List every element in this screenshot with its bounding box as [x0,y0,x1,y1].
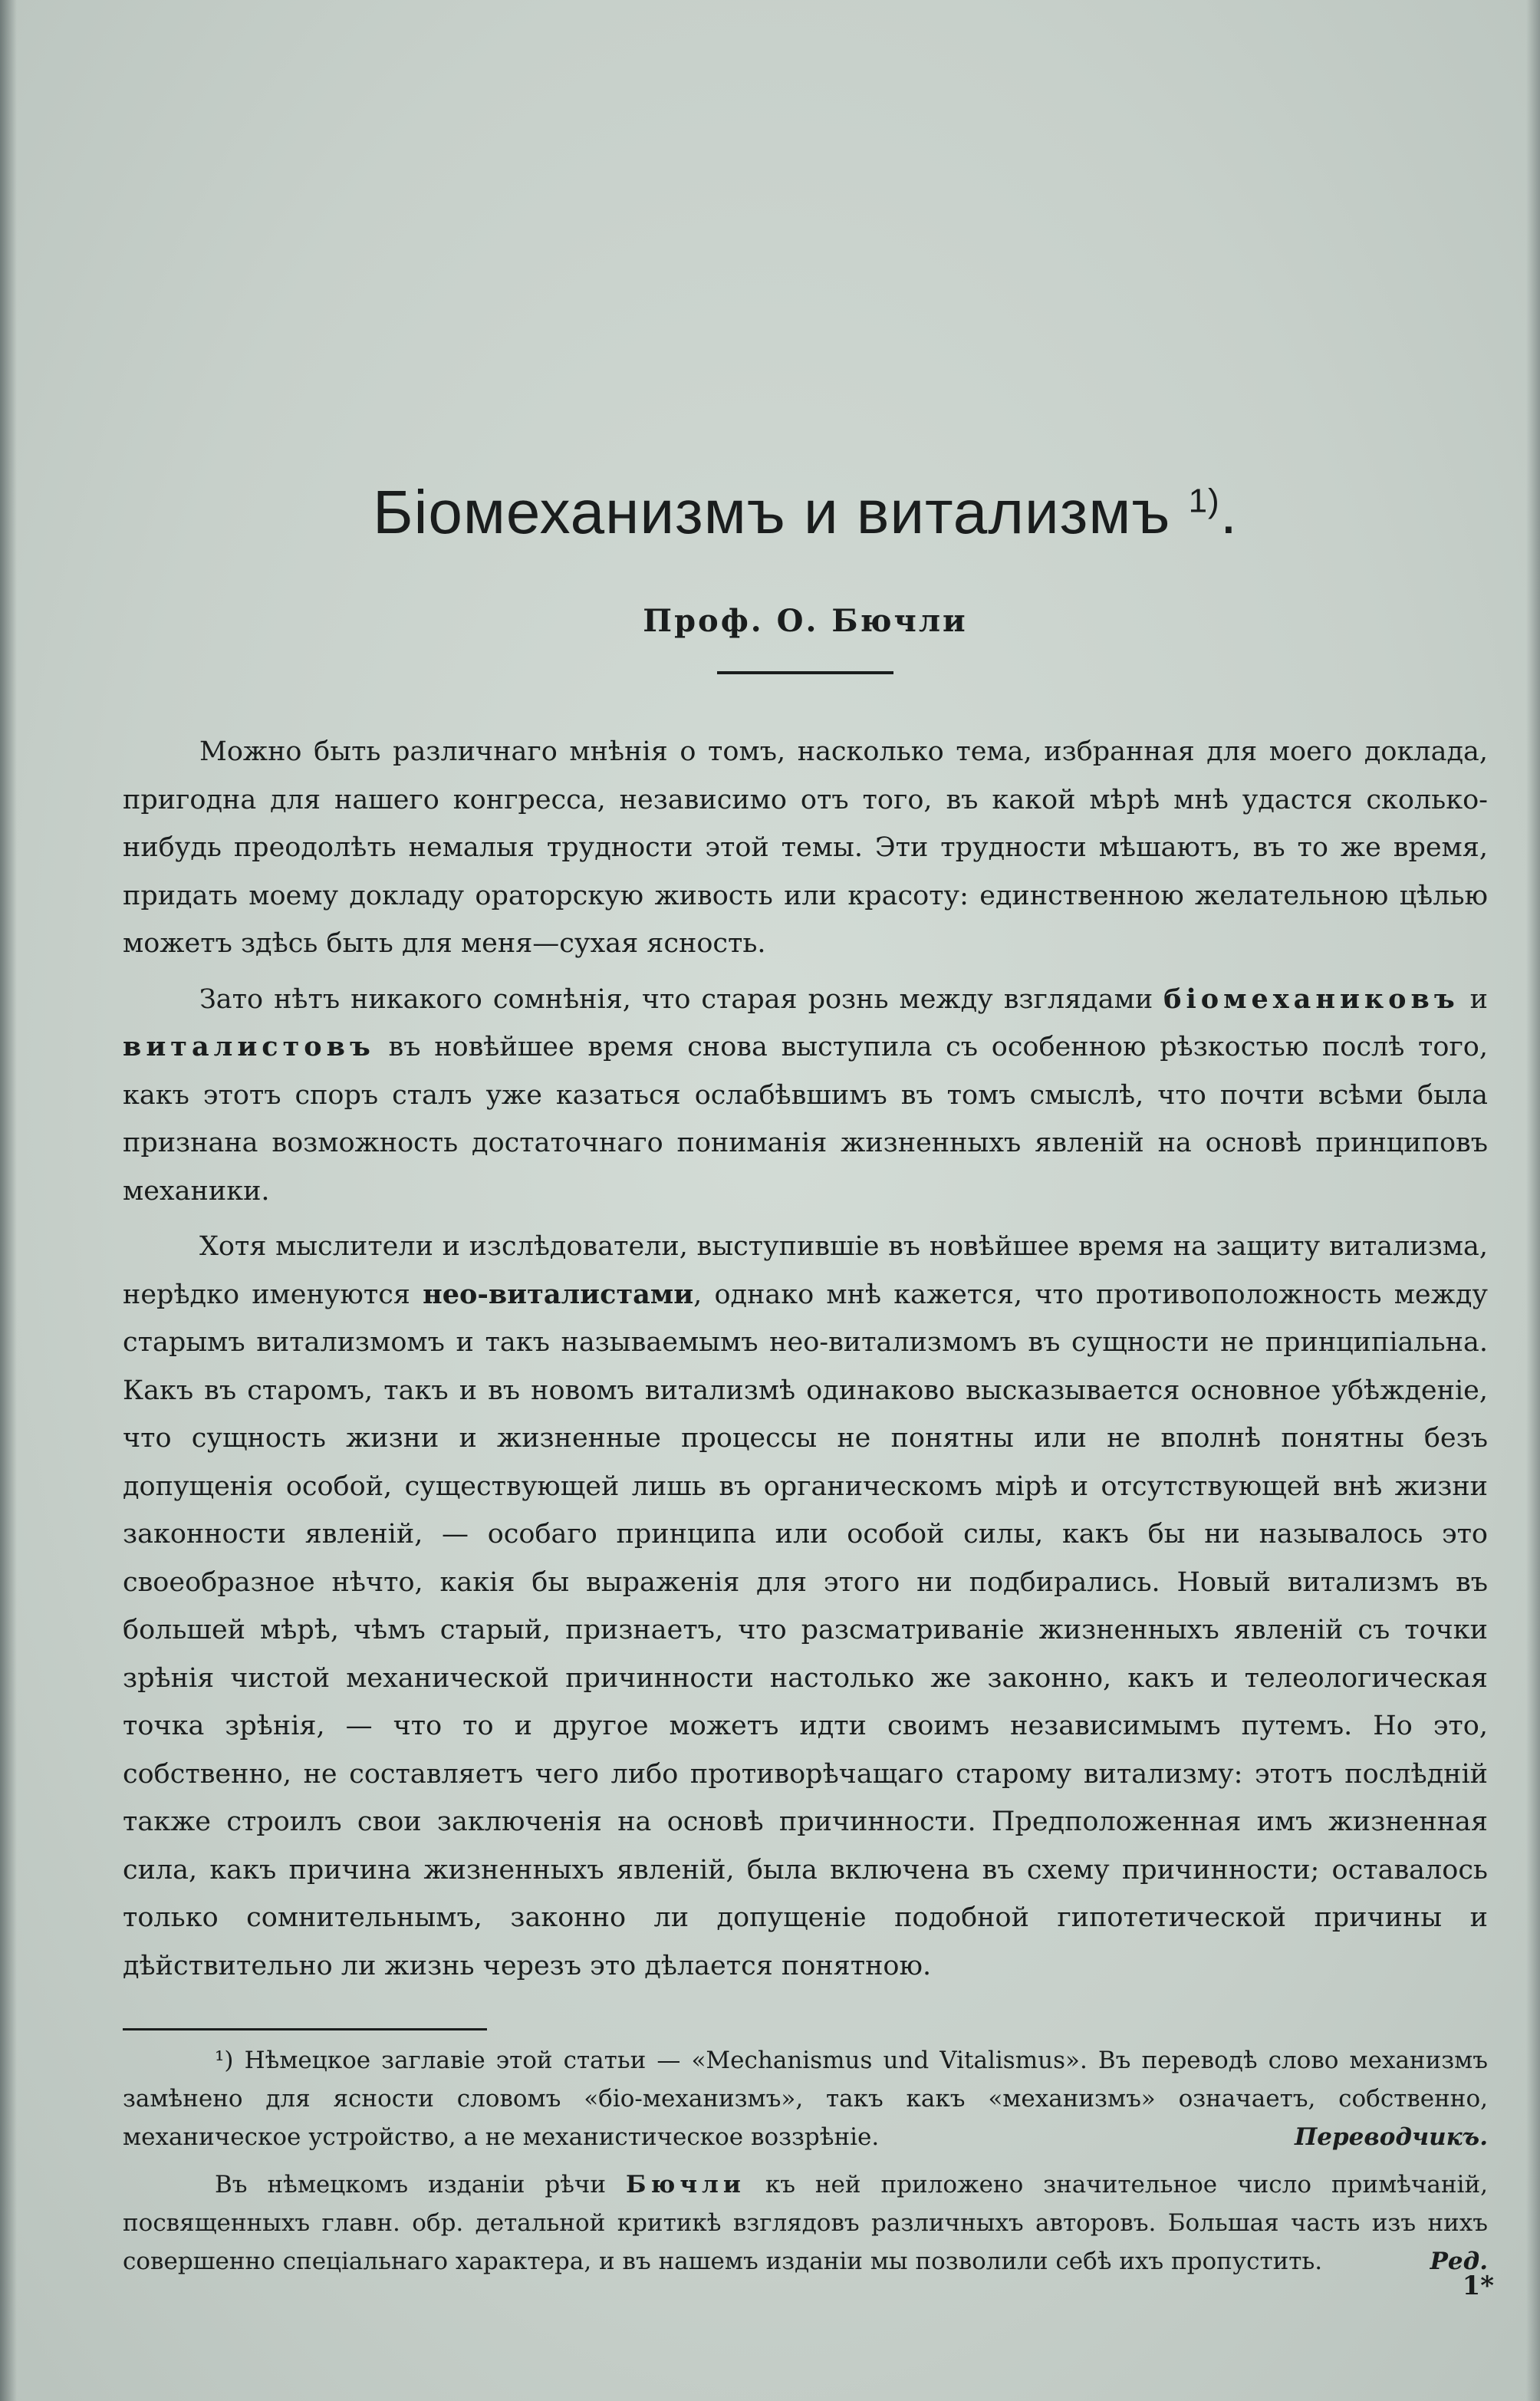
footnote-2-text-a: Въ нѣмецкомъ изданіи рѣчи [215,2171,627,2198]
paragraph-2-text-a: Зато нѣтъ никакого сомнѣнія, что старая рознь между взглядами [199,983,1164,1015]
paragraph-3 [123,1223,1488,1990]
title-divider [717,671,893,674]
article-body [123,476,1488,2281]
footnote-2-signature: Ред. [1430,2248,1488,2275]
paragraph-2 [123,976,1488,1216]
term-neo-vitalists: нео-виталистами [423,1278,694,1310]
paragraph-2-text-b: и [1459,983,1489,1015]
footnote-1-signature: Переводчикъ. [1294,2123,1488,2151]
printer-signature-mark: 1* [1462,2271,1494,2301]
paragraph-1: Можно быть различнаго мнѣнія о томъ, насколько тема, избранная для моего доклада, пригодна для нашего конгресса, независимо отъ того, въ какой мѣрѣ мнѣ удастся сколько-нибудь преодолѣть немалыя трудности этой темы. Эти трудности мѣшаютъ, въ то же время, придать моему докладу ораторскую живость или красоту: единственною желательною цѣлью можетъ здѣсь быть для меня—сухая ясность. [123,736,1488,959]
footnote-1-text: ¹) Нѣмецкое заглавіе этой статьи — «Mechanismus und Vitalismus». Въ переводѣ слово механизмъ замѣнено для ясности словомъ «біо-механизмъ», такъ какъ «механизмъ» означаетъ, собственно, механическое устройство, а не механистическое воззрѣніе. [123,2047,1488,2151]
term-biomechanists: біомеханиковъ [1163,983,1459,1015]
footnote-2-text-b: къ ней приложено значительное число примѣчаній, посвященныхъ главн. обр. детальной критикѣ взглядовъ различныхъ авторовъ. Большая часть изъ нихъ совершенно спеціальнаго характера, и въ нашемъ изданіи мы позволили себѣ ихъ пропустить. [123,2171,1488,2275]
article-title [123,476,1488,549]
footnote-1 [123,2041,1488,2156]
paragraph-3-text-b: , однако мнѣ кажется, что противоположность между старымъ витализмомъ и такъ называемымъ нео-витализмомъ въ сущности не принципіальна. Какъ въ старомъ, такъ и въ новомъ витализмѣ одинаково высказывается основное убѣжденіе, что сущность жизни и жизненные процессы не понятны или не вполнѣ понятны безъ допущенія особой, существующей лишь въ органическомъ мірѣ и отсутствующей внѣ жизни законности явленій, — особаго принципа или особой силы, какъ бы ни называлось это своеобразное нѣчто, какія бы выраженія для этого ни подбирались. Новый витализмъ въ большей мѣрѣ, чѣмъ старый, признаетъ, что разсматриваніе жизненныхъ явленій съ точки зрѣнія чистой механической причинности настолько же законно, какъ и телеологическая точка зрѣнія, — что то и другое можетъ идти своимъ независимымъ путемъ. Но это, собственно, не составляетъ чего либо противорѣчащаго старому витализму: этотъ послѣдній также строилъ свои заключенія на основѣ причинности. Предположенная имъ жизненная сила, какъ причина жизненныхъ явленій, была включена въ схему причинности; оставалось только сомнительнымъ, законно ли допущеніе подобной гипотетической причины и дѣйствительно ли жизнь черезъ это дѣлается понятною. [123,1279,1488,1981]
footnote-2-author-name: Бючли [626,2171,745,2198]
article-title-text: Біомеханизмъ и витализмъ [373,478,1171,546]
title-dot: . [1219,478,1238,546]
page-edge-shadow-left [0,0,17,2401]
title-footnote-marker: 1) [1188,482,1220,520]
footnote-2 [123,2166,1488,2281]
page-edge-shadow-right [1526,0,1540,2401]
paragraph-3-text-a: Хотя мыслители и изслѣдователи, выступившіе въ новѣйшее время на защиту витализма, нерѣдко именуются [123,1231,1488,1310]
term-vitalists: виталистовъ [123,1031,375,1062]
paragraph-2-text-c: въ новѣйшее время снова выступила съ особенною рѣзкостью послѣ того, какъ этотъ споръ сталъ уже казаться ослабѣвшимъ въ томъ смыслѣ, что почти всѣми была признана возможность достаточнаго пониманія жизненныхъ явленій на основѣ принциповъ механики. [123,1032,1488,1207]
footnote-divider [123,2028,487,2030]
article-author: Проф. О. Бючли [643,603,968,639]
